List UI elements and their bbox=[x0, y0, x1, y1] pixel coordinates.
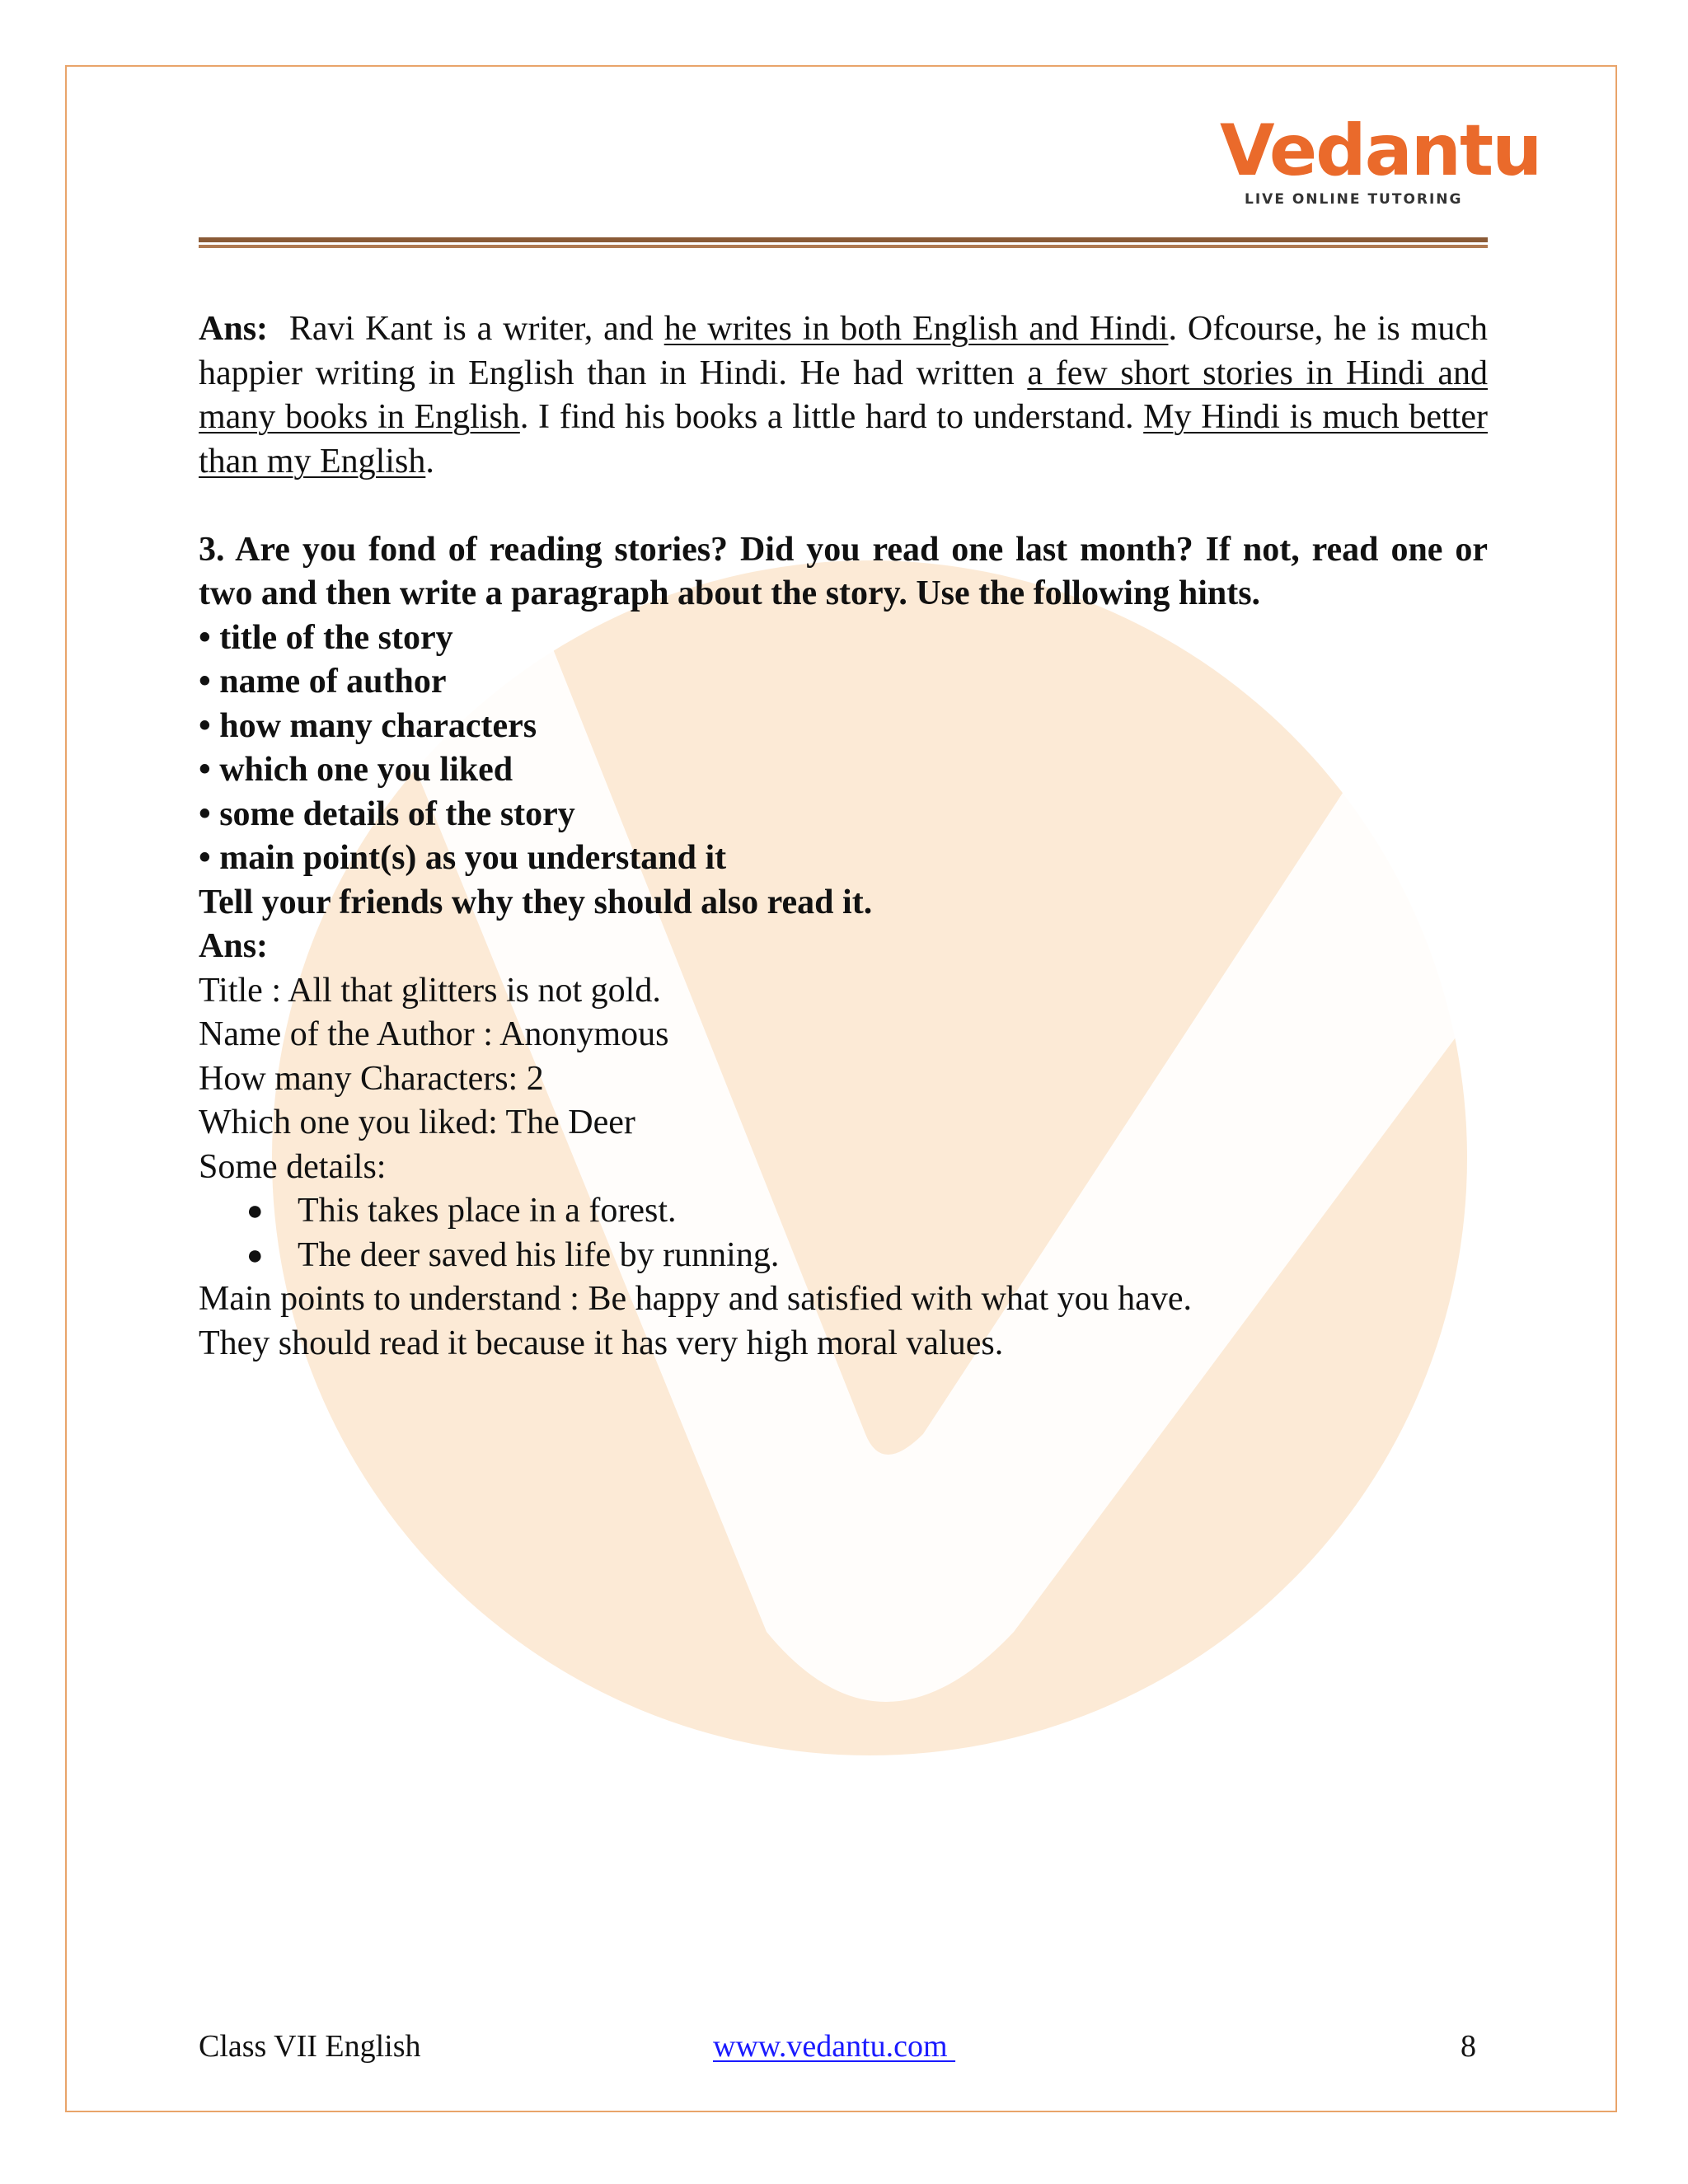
footer-website-link[interactable]: www.vedantu.com bbox=[713, 2029, 956, 2064]
spacer bbox=[199, 484, 1488, 528]
details-item-text: The deer saved his life by running. bbox=[298, 1235, 780, 1274]
answer-text: . I find his books a little hard to understand. bbox=[519, 398, 1144, 436]
question-3: 3. Are you fond of reading stories? Did you read one last month? If not, read one or two and then write a paragraph about the story. Use the following hints. bbox=[199, 530, 1488, 612]
hint-item: • how many characters bbox=[199, 706, 537, 745]
answer-underlined: a few short stories in Hindi and many books in English bbox=[199, 354, 1488, 436]
answer-underlined: My Hindi is much better than my English bbox=[199, 398, 1488, 480]
answer-paragraph bbox=[199, 307, 1488, 484]
answer-text: . bbox=[425, 442, 434, 480]
answer-text: . Ofcourse, he is much happier writing in English than in Hindi. He had written bbox=[199, 310, 1488, 392]
question-3-closing: Tell your friends why they should also read it. bbox=[199, 883, 873, 921]
story-liked-line: Which one you liked: The Deer bbox=[199, 1104, 635, 1141]
story-author-line: Name of the Author : Anonymous bbox=[199, 1015, 669, 1053]
hint-item: • title of the story bbox=[199, 618, 453, 657]
logo-tagline: LIVE ONLINE TUTORING bbox=[1245, 191, 1463, 208]
footer-class-label: Class VII English bbox=[199, 2029, 421, 2064]
header-rule-thin bbox=[199, 245, 1488, 248]
hint-item: • main point(s) as you understand it bbox=[199, 839, 727, 877]
story-reason-line: They should read it because it has very high moral values. bbox=[199, 1324, 1004, 1362]
hint-list bbox=[199, 616, 1488, 881]
header-rule bbox=[199, 237, 1488, 242]
details-item bbox=[246, 1189, 1488, 1234]
logo-wordmark: Vedantu bbox=[1220, 110, 1541, 192]
answer-text: Ravi Kant is a writer, and bbox=[288, 310, 664, 348]
page-content bbox=[199, 307, 1488, 1366]
answer-3-label: Ans: bbox=[199, 927, 269, 965]
hint-item: • some details of the story bbox=[199, 794, 575, 833]
answer-underlined: he writes in both English and Hindi bbox=[663, 310, 1169, 348]
details-list bbox=[199, 1189, 1488, 1277]
details-item-text: This takes place in a forest. bbox=[298, 1192, 677, 1230]
bullet-dot-icon: ● bbox=[246, 1240, 264, 1271]
hint-item: • name of author bbox=[199, 663, 447, 701]
story-characters-line: How many Characters: 2 bbox=[199, 1059, 544, 1098]
page-number: 8 bbox=[1461, 2029, 1476, 2064]
story-title-line: Title : All that glitters is not gold. bbox=[199, 971, 661, 1010]
details-item bbox=[246, 1234, 1488, 1278]
bullet-dot-icon: ● bbox=[246, 1196, 264, 1226]
story-details-label: Some details: bbox=[199, 1147, 387, 1186]
story-main-points-line: Main points to understand : Be happy and satisfied with what you have. bbox=[199, 1280, 1192, 1318]
answer-label: Ans: bbox=[199, 310, 269, 348]
hint-item: • which one you liked bbox=[199, 751, 513, 789]
vedantu-logo bbox=[1220, 110, 1541, 214]
